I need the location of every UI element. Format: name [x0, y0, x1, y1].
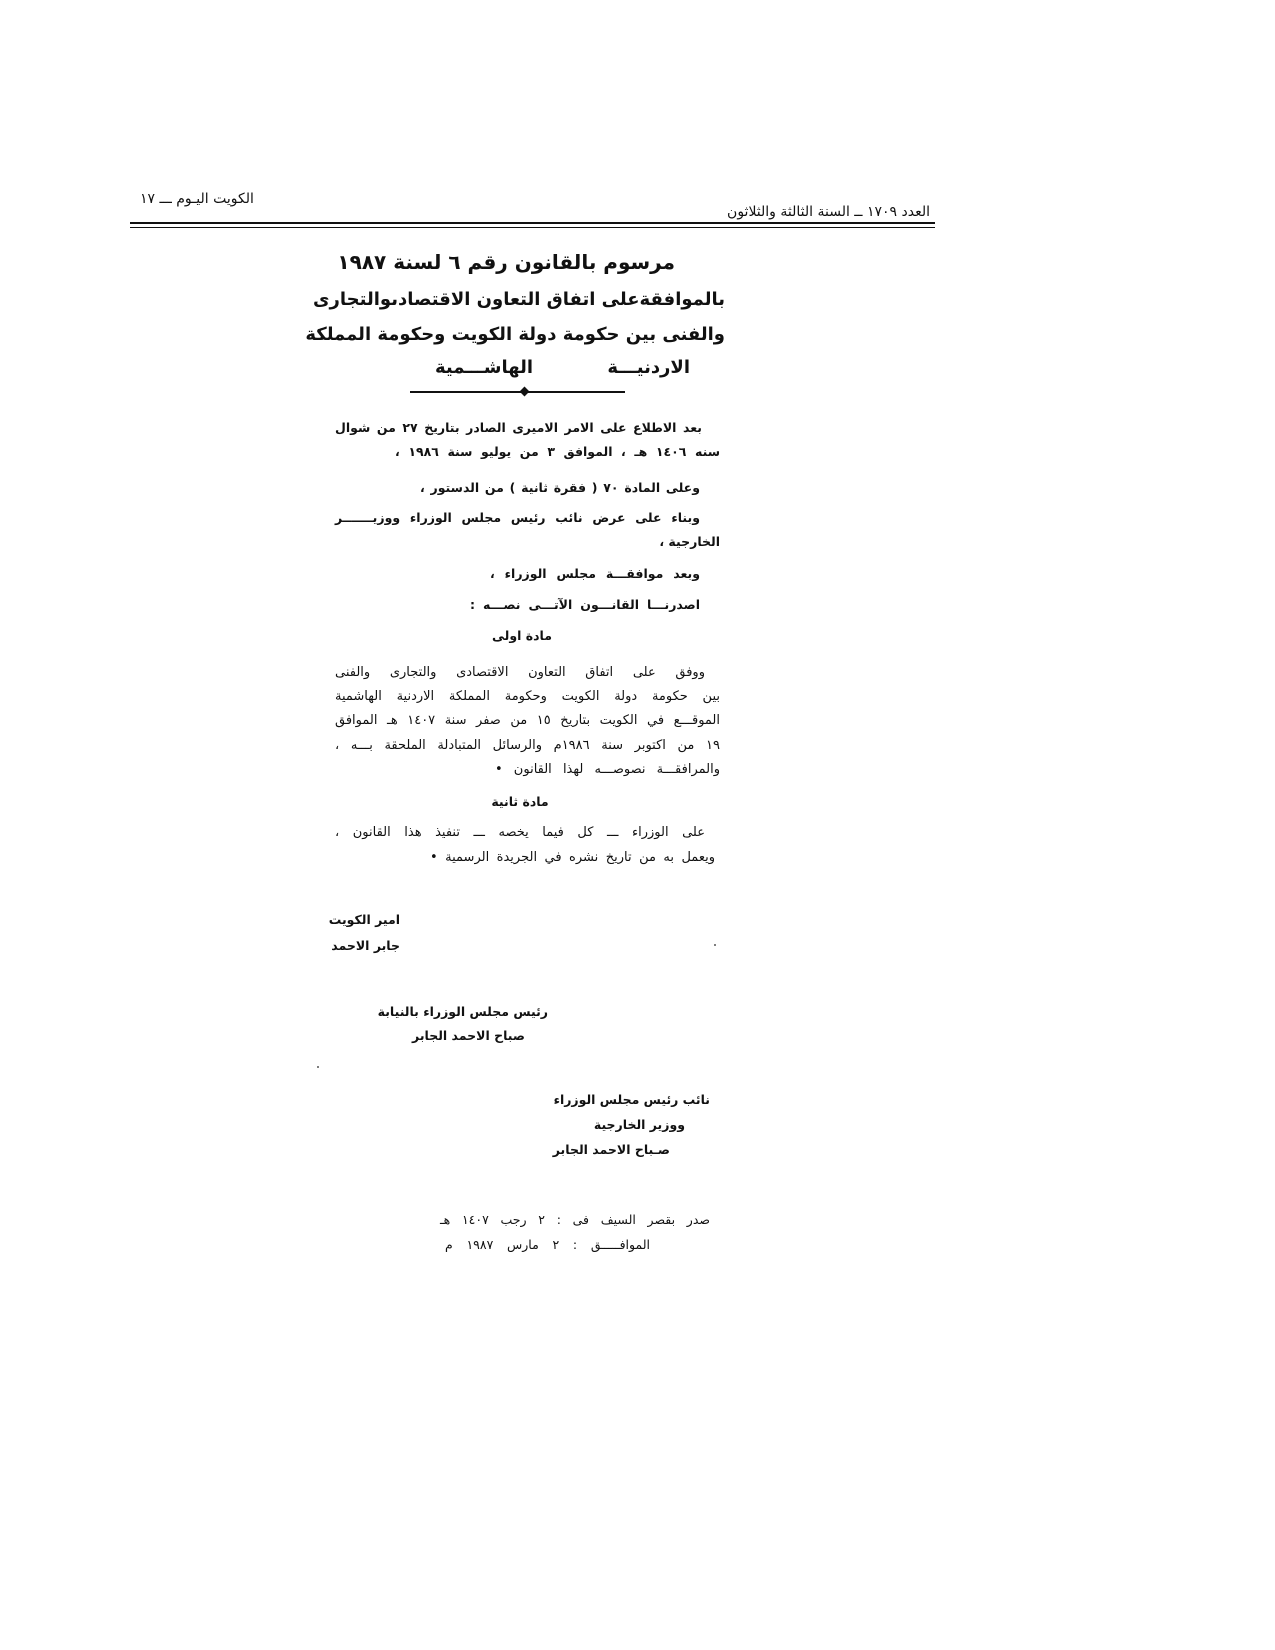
article-2-heading: مادة ثانية — [491, 794, 549, 809]
page-header: الكويت اليـوم ـــ ١٧ — [140, 191, 254, 207]
subtitle-line: الاردنيـــة الهاشـــمية — [435, 357, 690, 378]
preamble-line: سنه ١٤٠٦ هـ ، الموافق ٣ من يوليو سنة ١٩٨٦ ، — [395, 444, 721, 459]
acting-pm-title: رئيس مجلس الوزراء بالنيابة — [377, 1004, 548, 1019]
preamble-line: وعلى المادة ٧٠ ( فقرة ثانية ) من الدستور ، — [420, 480, 700, 495]
issued-corresponding-date: الموافـــــق : ٢ مارس ١٩٨٧ م — [445, 1237, 650, 1252]
article-1-line: بين حكومة دولة الكويت وحكومة المملكة الاردنية الهاشمية — [335, 689, 720, 704]
issued-place-date: صدر بقصر السيف فى : ٢ رجب ١٤٠٧ هـ — [440, 1212, 711, 1227]
article-2-line: ويعمل به من تاريخ نشره في الجريدة الرسمية • — [430, 850, 715, 865]
divider-diamond — [520, 387, 530, 397]
emir-name: جابر الاحمد — [331, 938, 400, 953]
scan-speck — [714, 944, 716, 946]
article-1-line: الموقـــع في الكويت بتاريخ ١٥ من صفر سنة ١٤٠٧ هـ الموافق — [335, 713, 720, 728]
ornamental-divider — [410, 391, 625, 393]
article-1-line: ووفق على اتفاق التعاون الاقتصادى والتجارى والفنى — [335, 665, 705, 680]
header-rule — [130, 222, 935, 228]
preamble-line: الخارجية ، — [659, 534, 720, 549]
article-1-line: ١٩ من اكتوبر سنة ١٩٨٦م والرسائل المتبادلة الملحقة بـــه ، — [335, 738, 720, 753]
emir-title: امير الكويت — [328, 912, 400, 927]
preamble-line: وبناء على عرض نائب رئيس مجلس الوزراء ووزيـــــــر — [335, 510, 700, 525]
scan-speck — [317, 1066, 319, 1068]
acting-pm-name: صباح الاحمد الجابر — [412, 1028, 525, 1043]
preamble-line: اصدرنـــا القانـــون الآتـــى نصـــه : — [470, 597, 700, 612]
subtitle-line: والفنى بين حكومة دولة الكويت وحكومة المملكة — [305, 324, 725, 345]
preamble-line: وبعد موافقـــة مجلس الوزراء ، — [490, 566, 700, 581]
preamble-line: بعد الاطلاع على الامر الاميرى الصادر بتاريخ ٢٧ من شوال — [335, 420, 702, 435]
decree-title: مرسوم بالقانون رقم ٦ لسنة ١٩٨٧ — [337, 250, 675, 274]
deputy-pm-title: نائب رئيس مجلس الوزراء — [553, 1092, 710, 1107]
deputy-pm-title-2: ووزير الخارجية — [593, 1117, 685, 1132]
article-1-line: والمرافقـــة نصوصـــه لهذا القانون • — [495, 762, 720, 777]
article-2-line: على الوزراء ـــ كل فيما يخصه ـــ تنفيذ هذا القانون ، — [335, 825, 705, 840]
deputy-pm-name: صـباح الاحمد الجابر — [552, 1142, 670, 1157]
subtitle-line: بالموافقةعلى اتفاق التعاون الاقتصادىوالتجارى — [313, 289, 725, 310]
issue-header: العدد ١٧٠٩ ــ السنة الثالثة والثلاثون — [727, 204, 930, 220]
article-1-heading: مادة اولى — [492, 628, 552, 643]
